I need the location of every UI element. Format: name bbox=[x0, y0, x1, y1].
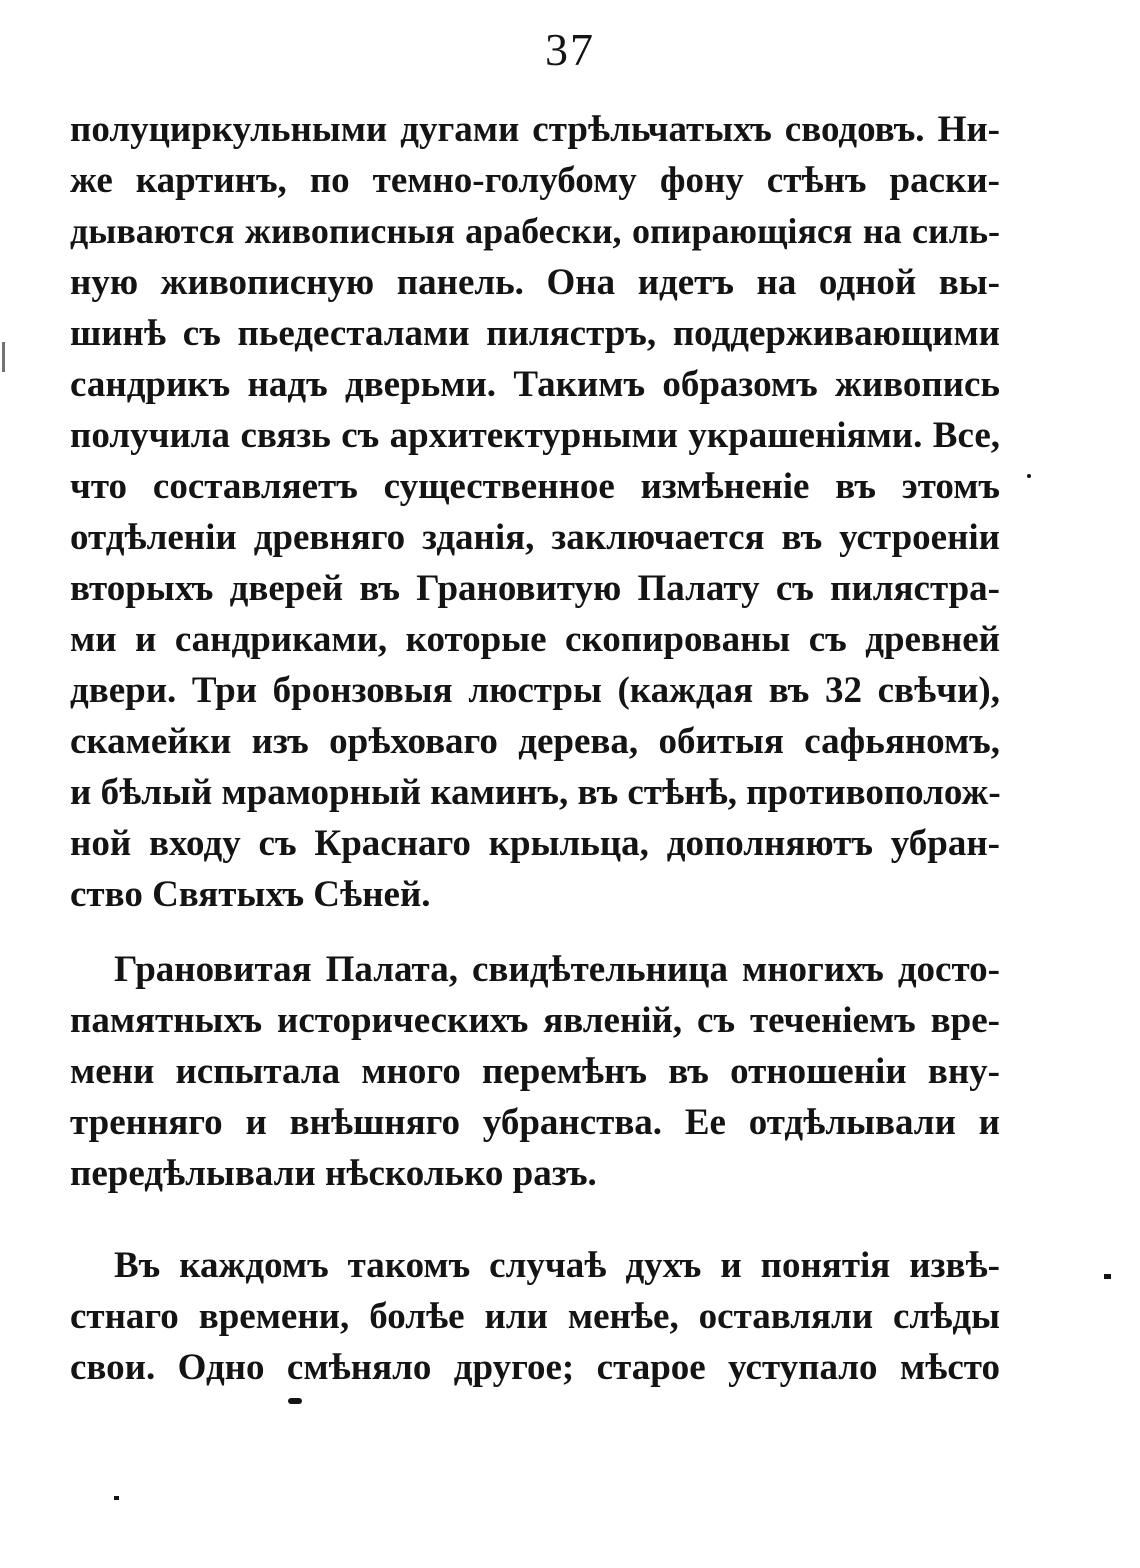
text-line: ми и сандриками, которые скопированы съ древней bbox=[70, 619, 1000, 660]
text-line: свои. Одно смѣняло другое; старое уступало мѣсто bbox=[70, 1347, 1000, 1388]
paragraph-1 bbox=[70, 104, 1000, 920]
text-line: скамейки изъ орѣховаго дерева, обитыя сафьяномъ, bbox=[70, 721, 1000, 762]
text-line: получила связь съ архитектурными украшеніями. Все, bbox=[70, 415, 1000, 456]
scan-artifact bbox=[1104, 1274, 1111, 1279]
text-line: отдѣленіи древняго зданія, заключается въ устроеніи bbox=[70, 517, 1000, 558]
scan-artifact bbox=[288, 1398, 302, 1404]
text-line: Въ каждомъ такомъ случаѣ духъ и понятія извѣ- bbox=[114, 1245, 1000, 1286]
text-line: сандрикъ надъ дверьми. Такимъ образомъ живопись bbox=[70, 364, 1000, 405]
text-line: шинѣ съ пьедесталами пилястръ, поддерживающими bbox=[70, 313, 1000, 354]
text-line: дываются живописныя арабески, опирающіяся на силь- bbox=[70, 211, 1000, 251]
scan-artifact bbox=[2, 342, 5, 372]
text-line: двери. Три бронзовыя люстры (каждая въ 32 свѣчи), bbox=[70, 670, 1000, 711]
text-line: вторыхъ дверей въ Грановитую Палату съ пилястра- bbox=[70, 568, 1000, 609]
page-number: 37 bbox=[545, 24, 595, 75]
scan-artifact bbox=[114, 1496, 119, 1500]
text-line: стнаго времени, болѣе или менѣе, оставляли слѣды bbox=[70, 1296, 1000, 1337]
text-line: передѣлывали нѣсколько разъ. bbox=[70, 1153, 597, 1194]
scan-artifact bbox=[1027, 474, 1031, 478]
paragraph-2 bbox=[70, 944, 1000, 1199]
text-line: ство Святыхъ Сѣней. bbox=[70, 874, 431, 915]
paragraph-3 bbox=[70, 1240, 1000, 1393]
text-line: полуциркульными дугами стрѣльчатыхъ сводовъ. Ни- bbox=[70, 109, 1000, 150]
text-line: тренняго и внѣшняго убранства. Ее отдѣлывали и bbox=[70, 1102, 1000, 1143]
text-line: Грановитая Палата, свидѣтельница многихъ досто- bbox=[114, 949, 1000, 990]
text-line: ную живописную панель. Она идетъ на одной вы- bbox=[70, 262, 1000, 303]
text-line: и бѣлый мраморный каминъ, въ стѣнѣ, противополож- bbox=[70, 772, 1001, 813]
text-line: мени испытала много перемѣнъ въ отношеніи вну- bbox=[70, 1051, 1000, 1092]
text-line: ной входу съ Краснаго крыльца, дополняютъ убран- bbox=[70, 823, 1000, 864]
text-line: же картинъ, по темно-голубому фону стѣнъ раски- bbox=[70, 160, 1000, 201]
text-line: памятныхъ историческихъ явленій, съ теченіемъ вре- bbox=[70, 1000, 1000, 1041]
text-line: что составляетъ существенное измѣненіе въ этомъ bbox=[70, 466, 1000, 507]
